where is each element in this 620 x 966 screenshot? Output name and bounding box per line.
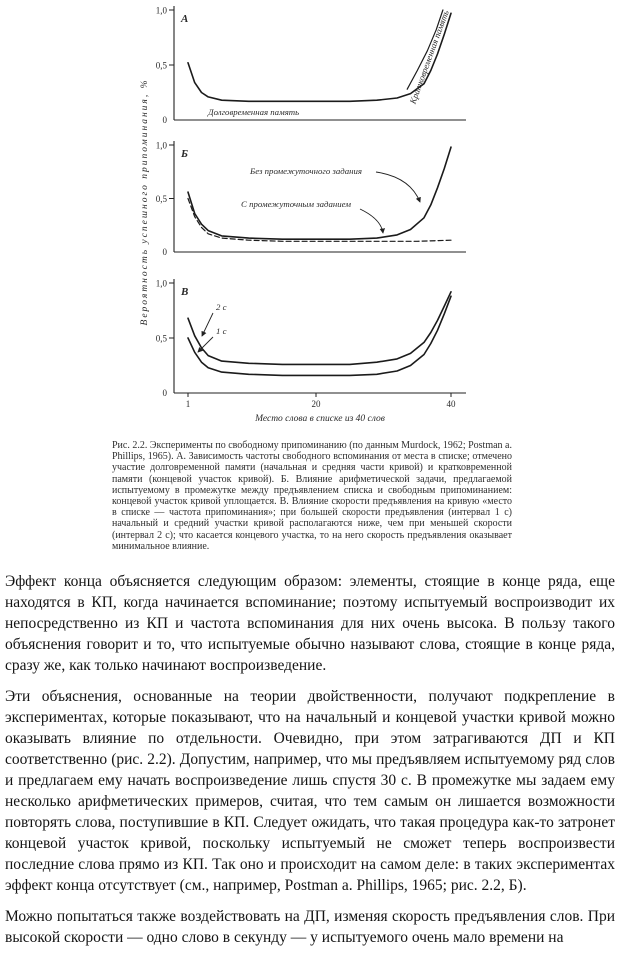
y-tick-label: 0,5 [155, 333, 167, 344]
label-long-term-memory: Долговременная память [208, 107, 300, 117]
y-tick-label: 0 [162, 388, 167, 398]
figure-y-axis-label: Вероятность успешного припоминания, % [140, 78, 150, 326]
body-text [5, 571, 615, 948]
panel-v [156, 279, 466, 410]
leader-arrow [202, 313, 213, 336]
label-2-sec: 2 с [216, 302, 227, 312]
figure-x-axis-label: Место слова в списке из 40 слов [255, 414, 385, 424]
curve-2-sec [188, 292, 451, 365]
y-tick-label: 0,5 [155, 194, 167, 204]
figure-caption: Рис. 2.2. Эксперименты по свободному припоминанию (по данным Murdock, 1962; Postman a. Phillips, 1965). А. Зависимость частоты свободного вспоминания от места в списке; отмечено участие долговременной памяти (начальная и средняя части кривой) и кратковременной памяти (концевой участок кривой). Б. Влияние арифметической задачи, предлагаемой испытуемому в промежутке между предъявлением списка и свободным припоминанием: концевой участок кривой уплощается. В. Влияние скорости предъявления на кривую «место в списке — частота припоминания»; при большей скорости предъявления (интервал 1 с) начальный и средний участки кривой располагаются ниже, чем при меньшей скорости (интервал 2 с); что касается концевого участка, то на него скорость предъявления оказывает минимальное влияние. [112, 440, 512, 552]
curve-no-interpolated-task [188, 147, 451, 239]
y-tick-label: 0 [162, 247, 167, 257]
y-tick-label: 1,0 [155, 278, 167, 289]
label-short-term-memory: Кратковременная память [407, 8, 451, 106]
leader-arrow [360, 209, 383, 233]
x-tick-label: 1 [185, 399, 191, 409]
y-tick-label: 1,0 [155, 140, 167, 151]
leader-arrow [376, 172, 420, 202]
figure-svg [136, 0, 518, 432]
label-1-sec: 1 с [216, 326, 227, 336]
panel-letter-v: В [181, 286, 189, 298]
curve-1-sec [188, 296, 451, 375]
x-tick-label: 40 [446, 399, 456, 409]
figure-2-2 [0, 0, 620, 432]
x-tick-label: 20 [311, 399, 321, 409]
panel-b [156, 141, 466, 258]
label-with-interpolated-task: С промежуточным заданием [241, 199, 351, 209]
paragraph-duality-theory: Эти объяснения, основанные на теории двойственности, получают подкрепление в экспериментах, которые показывают, что на начальный и концевой участки кривой можно оказывать влияние по отдельности. Очевидно, при этом затрагиваются ДП и КП соответственно (рис. 2.2). Допустим, например, что мы предъявляем испытуемому ряд слов и предлагаем ему начать воспроизведение лишь спустя 30 с. В промежутке мы задаем ему несколько арифметических примеров, считая, что тем самым он лишается возможности повторять слова, поступившие в КП. Следует ожидать, что такая процедура как-то затронет концевой участок кривой, поскольку испытуемый не сможет теперь воспроизвести последние слова прямо из КП. Так оно и происходит на самом деле: в таких экспериментах эффект конца отсутствует (см., например, Postman a. Phillips, 1965; рис. 2.2, Б). [5, 687, 615, 894]
panel-letter-b: Б [181, 148, 188, 160]
y-tick-label: 0 [162, 115, 167, 125]
y-tick-label: 1,0 [155, 5, 167, 16]
paragraph-end-effect: Эффект конца объясняется следующим образом: элементы, стоящие в конце ряда, еще находятся в КП, когда начинается вспоминание; поэтому испытуемый воспроизводит их непосредственно из КП и частота вспоминания для них очень высока. В пользу такого объяснения говорит и то, что испытуемые обычно называют слова, стоящие в конце ряда, сразу же, как только начинают воспроизведение. [5, 572, 615, 674]
y-tick-label: 0,5 [155, 60, 167, 71]
paragraph-presentation-rate: Можно попытаться также воздействовать на ДП, изменяя скорость предъявления слов. При высокой скорости — одно слово в секунду — у испытуемого очень мало времени на [5, 907, 615, 946]
panel-a [156, 6, 466, 126]
label-no-interpolated-task: Без промежуточного задания [250, 166, 362, 176]
panel-letter-a: А [181, 13, 189, 25]
